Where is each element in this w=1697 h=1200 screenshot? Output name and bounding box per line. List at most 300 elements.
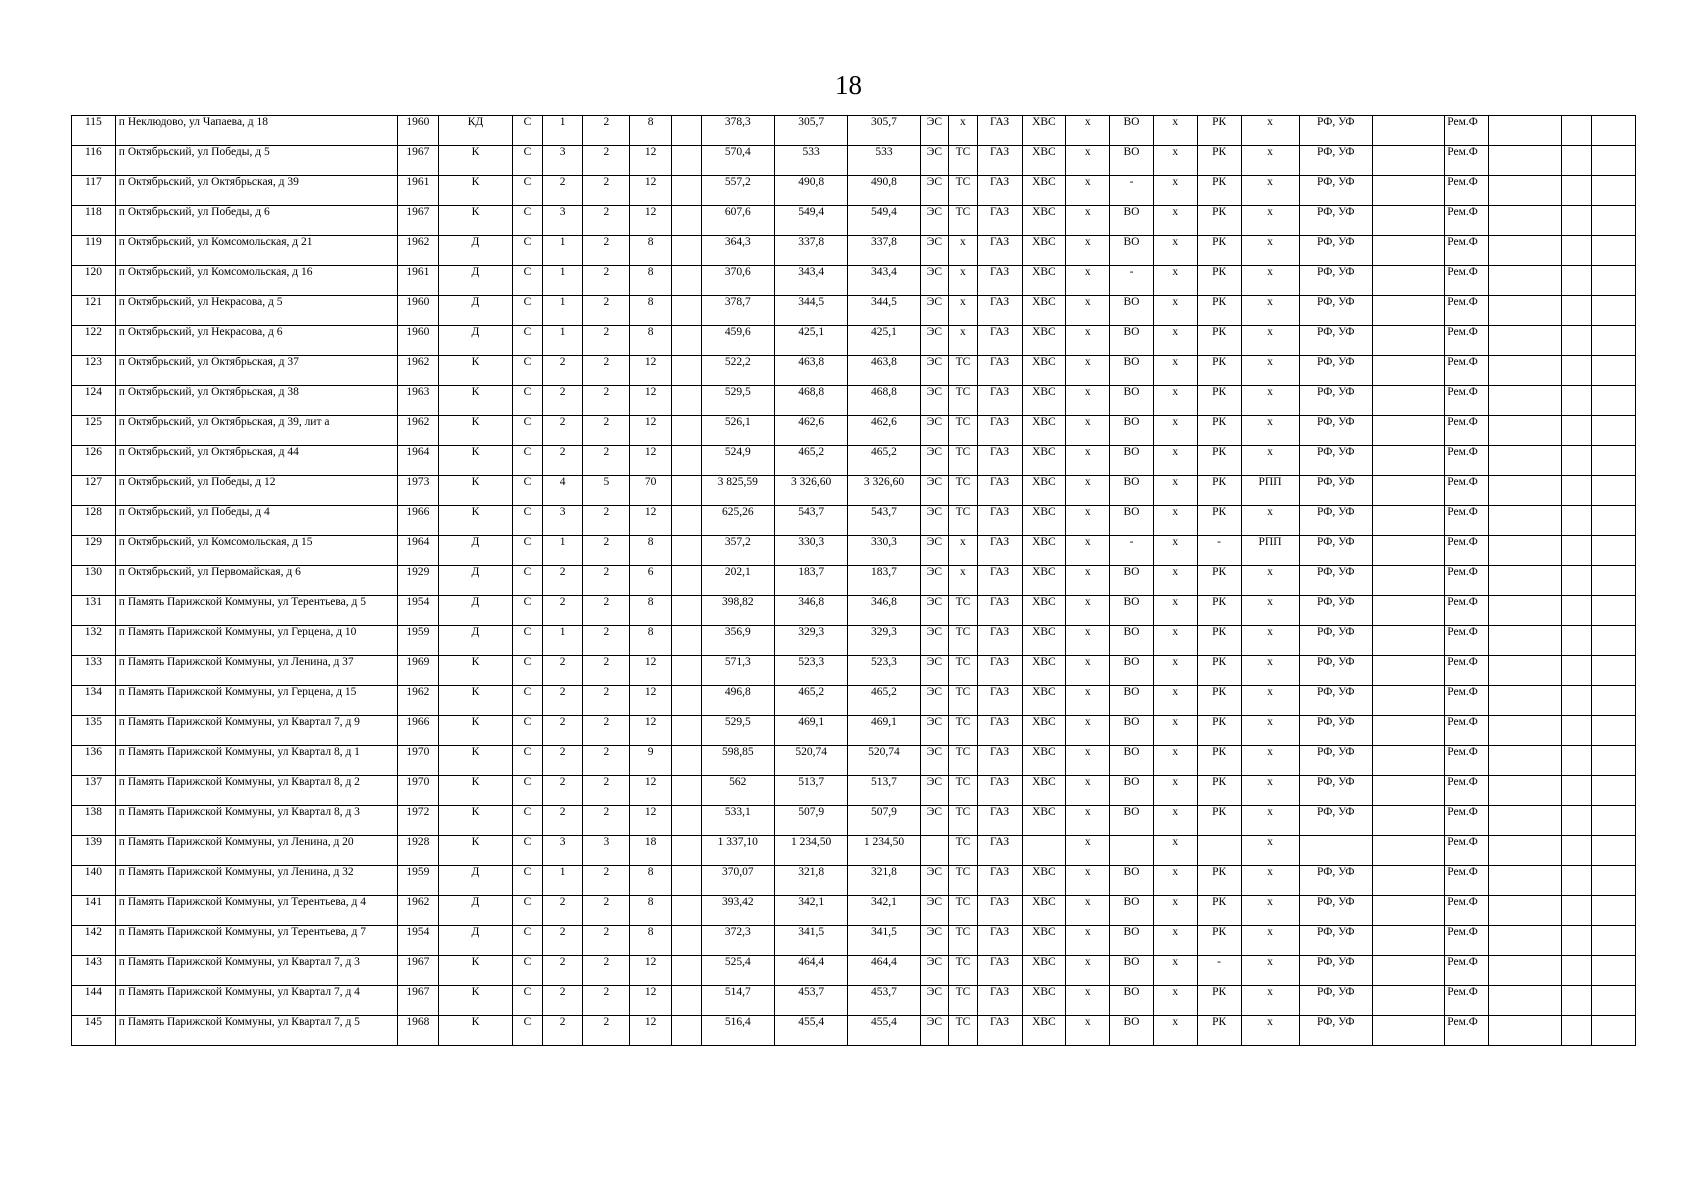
cell-living-area: 341,5	[774, 926, 847, 956]
table-row	[72, 206, 1636, 236]
cell-blank-3	[1489, 116, 1562, 146]
cell-total-area: 529,5	[701, 716, 774, 746]
table-row	[72, 746, 1636, 776]
cell-rpp-mark: х	[1241, 986, 1299, 1016]
cell-electricity: ЭС	[920, 266, 949, 296]
cell-x-mark-1: х	[1066, 626, 1110, 656]
cell-cold-water: ХВС	[1022, 866, 1066, 896]
cell-heating: х	[949, 296, 978, 326]
cell-blank-5	[1591, 926, 1635, 956]
cell-apartments: 8	[630, 536, 672, 566]
cell-x-mark-1: х	[1066, 416, 1110, 446]
cell-total-area: 398,82	[701, 596, 774, 626]
cell-blank-3	[1489, 506, 1562, 536]
cell-blank-5	[1591, 536, 1635, 566]
cell-x-mark-1: х	[1066, 386, 1110, 416]
cell-total-area: 356,9	[701, 626, 774, 656]
cell-rpp-mark: х	[1241, 806, 1299, 836]
cell-blank-3	[1489, 626, 1562, 656]
cell-drainage: ВО	[1110, 926, 1154, 956]
cell-floors: 1	[542, 326, 583, 356]
cell-rk-mark: РК	[1197, 686, 1241, 716]
cell-row-number: 141	[72, 896, 116, 926]
cell-drainage: ВО	[1110, 1016, 1154, 1046]
cell-year-built: 1967	[398, 986, 439, 1016]
cell-entrances: 2	[583, 566, 630, 596]
cell-electricity: ЭС	[920, 446, 949, 476]
cell-row-number: 139	[72, 836, 116, 866]
cell-floors: 2	[542, 806, 583, 836]
cell-residential-area: 520,74	[848, 746, 920, 776]
cell-cold-water: ХВС	[1022, 596, 1066, 626]
cell-apartments: 12	[630, 776, 672, 806]
cell-electricity: ЭС	[920, 176, 949, 206]
cell-address: п Память Парижской Коммуны, ул Квартал 7, д 5	[115, 1016, 397, 1046]
cell-entrances: 2	[583, 206, 630, 236]
cell-row-number: 144	[72, 986, 116, 1016]
table-row	[72, 716, 1636, 746]
cell-repair-fund: Рем.Ф	[1445, 296, 1489, 326]
cell-drainage: ВО	[1110, 626, 1154, 656]
cell-gas: ГАЗ	[977, 536, 1022, 566]
cell-electricity: ЭС	[920, 356, 949, 386]
cell-total-area: 526,1	[701, 416, 774, 446]
cell-entrances: 2	[583, 626, 630, 656]
cell-blank-5	[1591, 146, 1635, 176]
cell-wall-type: К	[438, 986, 512, 1016]
cell-blank-5	[1591, 176, 1635, 206]
cell-rk-mark: РК	[1197, 476, 1241, 506]
cell-wall-type: Д	[438, 866, 512, 896]
cell-blank-2	[1372, 386, 1444, 416]
cell-floors: 1	[542, 866, 583, 896]
table-row	[72, 836, 1636, 866]
cell-blank-3	[1489, 206, 1562, 236]
cell-rf-uf: РФ, УФ	[1299, 656, 1372, 686]
cell-blank-5	[1591, 266, 1635, 296]
cell-floors: 2	[542, 176, 583, 206]
cell-blank	[672, 386, 702, 416]
cell-residential-area: 346,8	[848, 596, 920, 626]
table-row	[72, 686, 1636, 716]
cell-heating: ТС	[949, 386, 978, 416]
cell-x-mark-1: х	[1066, 836, 1110, 866]
cell-living-area: 455,4	[774, 1016, 847, 1046]
cell-year-built: 1973	[398, 476, 439, 506]
cell-heating: ТС	[949, 746, 978, 776]
cell-blank-4	[1562, 566, 1592, 596]
cell-blank-2	[1372, 236, 1444, 266]
cell-wall-type: Д	[438, 566, 512, 596]
cell-gas: ГАЗ	[977, 836, 1022, 866]
cell-wall-type: К	[438, 416, 512, 446]
cell-rpp-mark: х	[1241, 506, 1299, 536]
cell-address: п Память Парижской Коммуны, ул Герцена, д 10	[115, 626, 397, 656]
cell-blank-5	[1591, 746, 1635, 776]
cell-x-mark-2: х	[1153, 536, 1197, 566]
cell-rk-mark: РК	[1197, 566, 1241, 596]
cell-blank-4	[1562, 686, 1592, 716]
cell-row-number: 131	[72, 596, 116, 626]
cell-apartments: 12	[630, 956, 672, 986]
table-row	[72, 326, 1636, 356]
cell-apartments: 12	[630, 1016, 672, 1046]
cell-electricity: ЭС	[920, 956, 949, 986]
cell-rf-uf: РФ, УФ	[1299, 806, 1372, 836]
table-row	[72, 776, 1636, 806]
cell-blank	[672, 566, 702, 596]
cell-blank-2	[1372, 446, 1444, 476]
cell-entrances: 2	[583, 896, 630, 926]
cell-x-mark-2: х	[1153, 956, 1197, 986]
cell-drainage: ВО	[1110, 386, 1154, 416]
cell-blank	[672, 836, 702, 866]
table-row	[72, 536, 1636, 566]
cell-repair-fund: Рем.Ф	[1445, 476, 1489, 506]
cell-year-built: 1929	[398, 566, 439, 596]
cell-total-area: 1 337,10	[701, 836, 774, 866]
cell-cold-water: ХВС	[1022, 536, 1066, 566]
cell-entrances: 3	[583, 836, 630, 866]
cell-wall-type: Д	[438, 626, 512, 656]
cell-blank-3	[1489, 326, 1562, 356]
cell-rpp-mark: х	[1241, 206, 1299, 236]
cell-rk-mark: РК	[1197, 776, 1241, 806]
cell-cell-c: С	[513, 776, 543, 806]
cell-address: п Неклюдово, ул Чапаева, д 18	[115, 116, 397, 146]
cell-address: п Память Парижской Коммуны, ул Терентьева, д 7	[115, 926, 397, 956]
table-row	[72, 176, 1636, 206]
cell-x-mark-2: х	[1153, 296, 1197, 326]
cell-gas: ГАЗ	[977, 206, 1022, 236]
cell-blank-4	[1562, 176, 1592, 206]
cell-blank	[672, 716, 702, 746]
cell-rpp-mark: х	[1241, 926, 1299, 956]
cell-blank-4	[1562, 746, 1592, 776]
cell-wall-type: К	[438, 476, 512, 506]
page-number: 18	[835, 70, 862, 100]
cell-heating: ТС	[949, 596, 978, 626]
cell-address: п Октябрьский, ул Октябрьская, д 39, лит а	[115, 416, 397, 446]
cell-apartments: 9	[630, 746, 672, 776]
cell-rf-uf: РФ, УФ	[1299, 746, 1372, 776]
table-row	[72, 656, 1636, 686]
cell-x-mark-1: х	[1066, 326, 1110, 356]
cell-heating: ТС	[949, 896, 978, 926]
cell-rk-mark: РК	[1197, 296, 1241, 326]
cell-rf-uf: РФ, УФ	[1299, 926, 1372, 956]
cell-floors: 4	[542, 476, 583, 506]
cell-blank-5	[1591, 236, 1635, 266]
cell-apartments: 12	[630, 506, 672, 536]
cell-rk-mark: РК	[1197, 356, 1241, 386]
cell-rf-uf: РФ, УФ	[1299, 686, 1372, 716]
cell-x-mark-1: х	[1066, 146, 1110, 176]
cell-heating: ТС	[949, 206, 978, 236]
cell-rpp-mark: х	[1241, 956, 1299, 986]
cell-wall-type: Д	[438, 236, 512, 266]
cell-year-built: 1970	[398, 776, 439, 806]
cell-total-area: 625,26	[701, 506, 774, 536]
cell-drainage: ВО	[1110, 956, 1154, 986]
cell-electricity: ЭС	[920, 866, 949, 896]
cell-address: п Октябрьский, ул Октябрьская, д 38	[115, 386, 397, 416]
cell-total-area: 364,3	[701, 236, 774, 266]
cell-blank-5	[1591, 476, 1635, 506]
table-row	[72, 896, 1636, 926]
cell-drainage: ВО	[1110, 476, 1154, 506]
cell-drainage: ВО	[1110, 776, 1154, 806]
cell-rk-mark: РК	[1197, 266, 1241, 296]
cell-address: п Память Парижской Коммуны, ул Терентьева, д 4	[115, 896, 397, 926]
cell-x-mark-2: х	[1153, 986, 1197, 1016]
cell-residential-area: 455,4	[848, 1016, 920, 1046]
cell-total-area: 562	[701, 776, 774, 806]
cell-blank-4	[1562, 836, 1592, 866]
cell-living-area: 330,3	[774, 536, 847, 566]
cell-heating: ТС	[949, 416, 978, 446]
cell-year-built: 1960	[398, 296, 439, 326]
cell-wall-type: К	[438, 656, 512, 686]
cell-repair-fund: Рем.Ф	[1445, 356, 1489, 386]
table-body	[72, 116, 1636, 1046]
cell-repair-fund: Рем.Ф	[1445, 626, 1489, 656]
cell-residential-area: 183,7	[848, 566, 920, 596]
cell-blank	[672, 986, 702, 1016]
cell-address: п Октябрьский, ул Некрасова, д 5	[115, 296, 397, 326]
cell-year-built: 1960	[398, 326, 439, 356]
cell-x-mark-1: х	[1066, 596, 1110, 626]
cell-electricity: ЭС	[920, 806, 949, 836]
cell-gas: ГАЗ	[977, 806, 1022, 836]
cell-rf-uf: РФ, УФ	[1299, 356, 1372, 386]
cell-entrances: 2	[583, 386, 630, 416]
table-row	[72, 986, 1636, 1016]
cell-x-mark-1: х	[1066, 746, 1110, 776]
cell-wall-type: Д	[438, 896, 512, 926]
cell-floors: 1	[542, 536, 583, 566]
cell-heating: ТС	[949, 176, 978, 206]
cell-electricity: ЭС	[920, 206, 949, 236]
cell-x-mark-1: х	[1066, 986, 1110, 1016]
cell-rpp-mark: х	[1241, 326, 1299, 356]
cell-repair-fund: Рем.Ф	[1445, 746, 1489, 776]
cell-rpp-mark: х	[1241, 626, 1299, 656]
cell-entrances: 5	[583, 476, 630, 506]
cell-x-mark-2: х	[1153, 716, 1197, 746]
cell-year-built: 1967	[398, 146, 439, 176]
cell-total-area: 202,1	[701, 566, 774, 596]
cell-living-area: 425,1	[774, 326, 847, 356]
cell-residential-area: 507,9	[848, 806, 920, 836]
cell-rpp-mark: х	[1241, 1016, 1299, 1046]
cell-rf-uf: РФ, УФ	[1299, 206, 1372, 236]
cell-x-mark-2: х	[1153, 836, 1197, 866]
cell-electricity: ЭС	[920, 506, 949, 536]
cell-living-area: 549,4	[774, 206, 847, 236]
cell-row-number: 119	[72, 236, 116, 266]
table-row	[72, 386, 1636, 416]
cell-blank-4	[1562, 986, 1592, 1016]
cell-floors: 2	[542, 986, 583, 1016]
cell-blank-2	[1372, 656, 1444, 686]
cell-rk-mark: РК	[1197, 656, 1241, 686]
cell-blank-4	[1562, 926, 1592, 956]
cell-cell-c: С	[513, 326, 543, 356]
cell-rpp-mark: х	[1241, 566, 1299, 596]
cell-electricity: ЭС	[920, 236, 949, 266]
cell-x-mark-1: х	[1066, 866, 1110, 896]
cell-cold-water: ХВС	[1022, 776, 1066, 806]
cell-entrances: 2	[583, 116, 630, 146]
cell-cell-c: С	[513, 656, 543, 686]
cell-blank	[672, 926, 702, 956]
cell-repair-fund: Рем.Ф	[1445, 176, 1489, 206]
cell-wall-type: Д	[438, 326, 512, 356]
cell-cell-c: С	[513, 806, 543, 836]
cell-apartments: 8	[630, 896, 672, 926]
cell-apartments: 12	[630, 146, 672, 176]
cell-total-area: 571,3	[701, 656, 774, 686]
cell-row-number: 134	[72, 686, 116, 716]
cell-floors: 2	[542, 716, 583, 746]
cell-rk-mark: РК	[1197, 746, 1241, 776]
cell-electricity	[920, 836, 949, 866]
cell-blank	[672, 116, 702, 146]
cell-cold-water: ХВС	[1022, 176, 1066, 206]
cell-rpp-mark: х	[1241, 386, 1299, 416]
cell-blank-3	[1489, 176, 1562, 206]
cell-electricity: ЭС	[920, 536, 949, 566]
cell-blank-4	[1562, 266, 1592, 296]
cell-x-mark-2: х	[1153, 206, 1197, 236]
cell-blank	[672, 176, 702, 206]
cell-living-area: 465,2	[774, 446, 847, 476]
cell-cell-c: С	[513, 176, 543, 206]
cell-blank-4	[1562, 626, 1592, 656]
cell-rk-mark: РК	[1197, 626, 1241, 656]
cell-total-area: 522,2	[701, 356, 774, 386]
cell-rk-mark: РК	[1197, 176, 1241, 206]
cell-blank-4	[1562, 356, 1592, 386]
cell-apartments: 12	[630, 176, 672, 206]
cell-row-number: 122	[72, 326, 116, 356]
cell-entrances: 2	[583, 776, 630, 806]
cell-blank-3	[1489, 746, 1562, 776]
cell-living-area: 305,7	[774, 116, 847, 146]
cell-gas: ГАЗ	[977, 746, 1022, 776]
cell-blank-3	[1489, 296, 1562, 326]
cell-heating: х	[949, 116, 978, 146]
cell-gas: ГАЗ	[977, 956, 1022, 986]
cell-blank-5	[1591, 596, 1635, 626]
cell-blank	[672, 416, 702, 446]
cell-heating: ТС	[949, 716, 978, 746]
table-row	[72, 296, 1636, 326]
cell-residential-area: 344,5	[848, 296, 920, 326]
cell-electricity: ЭС	[920, 146, 949, 176]
cell-floors: 2	[542, 446, 583, 476]
cell-year-built: 1961	[398, 176, 439, 206]
cell-rk-mark: РК	[1197, 506, 1241, 536]
cell-apartments: 12	[630, 806, 672, 836]
cell-blank-3	[1489, 476, 1562, 506]
cell-entrances: 2	[583, 446, 630, 476]
cell-cold-water: ХВС	[1022, 686, 1066, 716]
cell-floors: 3	[542, 206, 583, 236]
cell-rf-uf: РФ, УФ	[1299, 536, 1372, 566]
cell-residential-area: 330,3	[848, 536, 920, 566]
cell-repair-fund: Рем.Ф	[1445, 896, 1489, 926]
cell-blank-2	[1372, 806, 1444, 836]
cell-residential-area: 490,8	[848, 176, 920, 206]
cell-rpp-mark: х	[1241, 596, 1299, 626]
cell-living-area: 469,1	[774, 716, 847, 746]
cell-entrances: 2	[583, 296, 630, 326]
cell-row-number: 145	[72, 1016, 116, 1046]
cell-rf-uf: РФ, УФ	[1299, 566, 1372, 596]
cell-electricity: ЭС	[920, 476, 949, 506]
cell-electricity: ЭС	[920, 326, 949, 356]
cell-blank	[672, 356, 702, 386]
table-row	[72, 506, 1636, 536]
cell-blank-2	[1372, 536, 1444, 566]
cell-year-built: 1959	[398, 866, 439, 896]
cell-rpp-mark: х	[1241, 866, 1299, 896]
cell-blank-5	[1591, 566, 1635, 596]
cell-x-mark-2: х	[1153, 356, 1197, 386]
cell-repair-fund: Рем.Ф	[1445, 206, 1489, 236]
cell-electricity: ЭС	[920, 626, 949, 656]
cell-year-built: 1972	[398, 806, 439, 836]
cell-x-mark-2: х	[1153, 806, 1197, 836]
cell-entrances: 2	[583, 866, 630, 896]
cell-gas: ГАЗ	[977, 176, 1022, 206]
cell-address: п Октябрьский, ул Комсомольская, д 21	[115, 236, 397, 266]
table-row	[72, 926, 1636, 956]
cell-cell-c: С	[513, 896, 543, 926]
cell-year-built: 1966	[398, 716, 439, 746]
cell-heating: ТС	[949, 446, 978, 476]
cell-blank-4	[1562, 896, 1592, 926]
cell-floors: 2	[542, 686, 583, 716]
cell-wall-type: К	[438, 806, 512, 836]
cell-living-area: 543,7	[774, 506, 847, 536]
cell-wall-type: К	[438, 446, 512, 476]
cell-residential-area: 463,8	[848, 356, 920, 386]
cell-rpp-mark: х	[1241, 356, 1299, 386]
cell-floors: 2	[542, 356, 583, 386]
cell-address: п Память Парижской Коммуны, ул Ленина, д 37	[115, 656, 397, 686]
cell-rpp-mark: х	[1241, 266, 1299, 296]
cell-row-number: 123	[72, 356, 116, 386]
cell-blank-5	[1591, 836, 1635, 866]
cell-floors: 2	[542, 1016, 583, 1046]
cell-blank-4	[1562, 716, 1592, 746]
cell-drainage: ВО	[1110, 356, 1154, 386]
cell-blank-5	[1591, 506, 1635, 536]
cell-blank-4	[1562, 806, 1592, 836]
cell-blank-5	[1591, 716, 1635, 746]
cell-x-mark-1: х	[1066, 506, 1110, 536]
cell-x-mark-2: х	[1153, 476, 1197, 506]
cell-cold-water: ХВС	[1022, 236, 1066, 266]
cell-rk-mark: РК	[1197, 386, 1241, 416]
cell-entrances: 2	[583, 746, 630, 776]
cell-entrances: 2	[583, 536, 630, 566]
cell-cell-c: С	[513, 1016, 543, 1046]
cell-year-built: 1970	[398, 746, 439, 776]
